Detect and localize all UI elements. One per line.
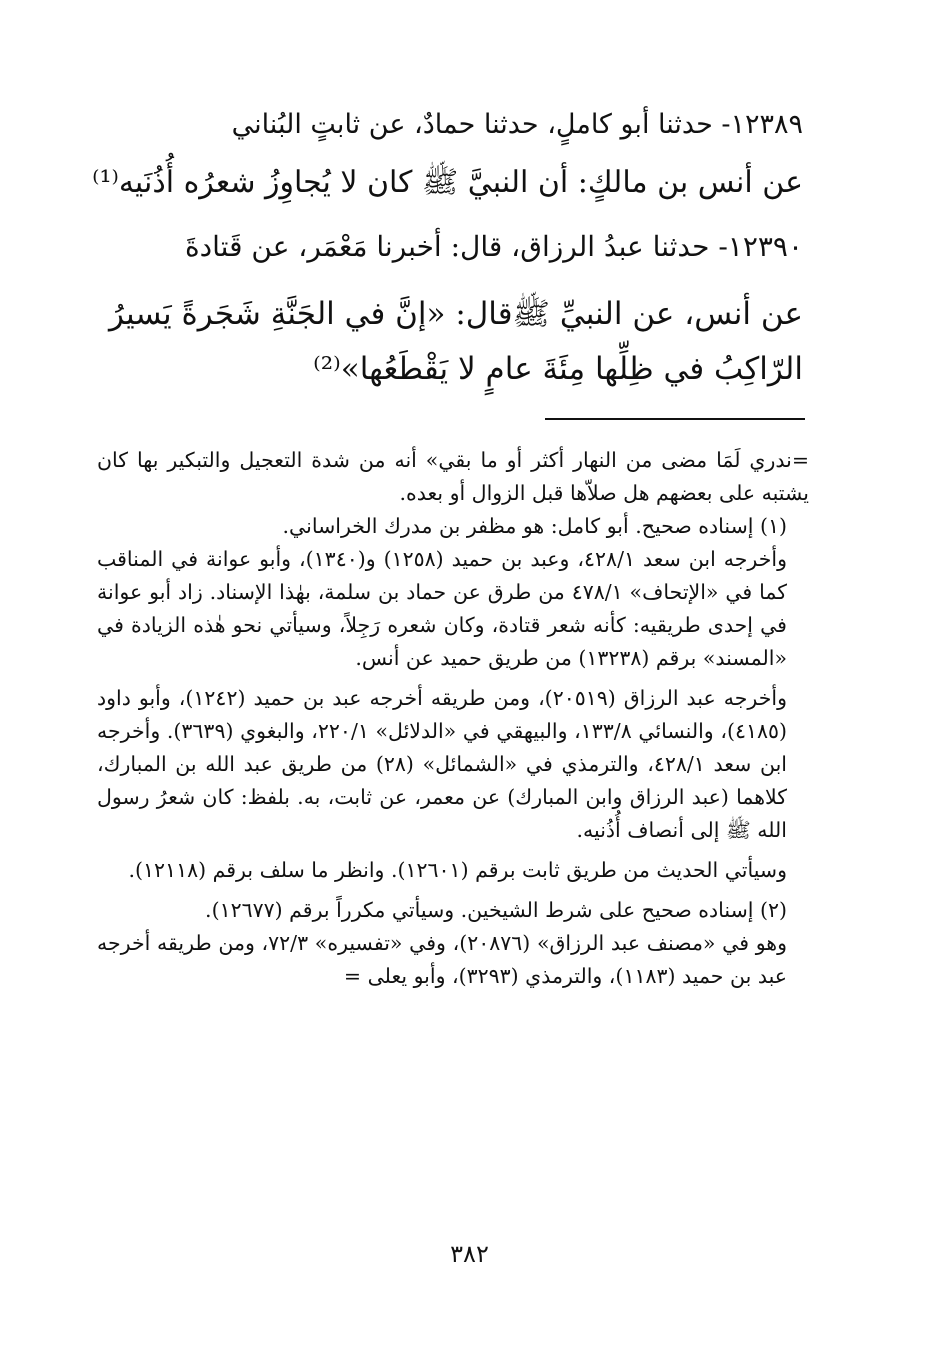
footnote-2-takhrij: وهو في «مصنف عبد الرزاق» (٢٠٨٧٦)، وفي «تفسيره» ٧٢/٣، ومن طريقه أخرجه عبد بن حميد (١١٨٣)، والترمذي (٣٢٩٣)، وأبو يعلى =	[97, 931, 788, 988]
footnote-continuation: =ندري لَمَا مضى من النهار أكثر أو ما بقي» أنه من شدة التعجيل والتبكير بها كان يشتبه على بعضهم هل صلاّها قبل الزوال أو بعده.	[97, 448, 809, 505]
hadith-12390-matn-line2: الرّاكِبُ في ظِلِّها مِئَةَ عامٍ لا يَقْطَعُها»⁽²⁾	[313, 351, 803, 387]
page-number: ٣٨٢	[450, 1240, 489, 1268]
footnote-1-heading: (١) إسناده صحيح. أبو كامل: هو مظفر بن مدرك الخراساني.	[282, 514, 787, 538]
footnote-separator	[545, 418, 805, 420]
footnote-1-cross-ref: وسيأتي الحديث من طريق ثابت برقم (١٢٦٠١). وانظر ما سلف برقم (١٢١١٨).	[128, 858, 787, 882]
footnote-1-takhrij-a: وأخرجه ابن سعد ٤٢٨/١، وعبد بن حميد (١٢٥٨) و(١٣٤٠)، وأبو عوانة في المناقب كما في «الإتحاف» ٤٧٨/١ من طرق عن حماد بن سلمة، بهٰذا الإسناد. زاد أبو عوانة في إحدى طريقيه: كأنه شعر قتادة، وكان شعره رَجِلاً، وسيأتي نحو هٰذه الزيادة في «المسند» برقم (١٣٢٣٨) من طريق حميد عن أنس.	[97, 547, 787, 670]
hadith-12390-matn-line1: عن أنس، عن النبيِّ ﷺقال: «إنَّ في الجَنَّةِ شَجَرةً يَسيرُ	[108, 296, 803, 332]
footnote-2-heading: (٢) إسناده صحيح على شرط الشيخين. وسيأتي مكرراً برقم (١٢٦٧٧).	[205, 898, 787, 922]
hadith-12390-isnad: ١٢٣٩٠- حدثنا عبدُ الرزاق، قال: أخبرنا مَعْمَر، عن قَتادةَ	[184, 230, 803, 263]
hadith-12389-isnad: ١٢٣٨٩- حدثنا أبو كاملٍ، حدثنا حمادٌ، عن ثابتٍ البُناني	[231, 109, 803, 140]
hadith-12389-matn: عن أنس بن مالكٍ: أن النبيَّ ﷺ كان لا يُجاوِزُ شعرُه أُذُنَيه⁽¹⁾	[92, 165, 803, 200]
footnote-1-takhrij-b: وأخرجه عبد الرزاق (٢٠٥١٩)، ومن طريقه أخرجه عبد بن حميد (١٢٤٢)، وأبو داود (٤١٨٥)، والنسائي ١٣٣/٨، والبيهقي في «الدلائل» ٢٢٠/١، والبغوي (٣٦٣٩). وأخرجه ابن سعد ٤٢٨/١، والترمذي في «الشمائل» (٢٨) من طريق عبد الله بن المبارك، كلاهما (عبد الرزاق وابن المبارك) عن معمر، عن ثابت، به. بلفظ: كان شعرُ رسول الله ﷺ إلى أنصاف أُذُنيه.	[97, 686, 787, 842]
footnotes	[97, 444, 809, 993]
